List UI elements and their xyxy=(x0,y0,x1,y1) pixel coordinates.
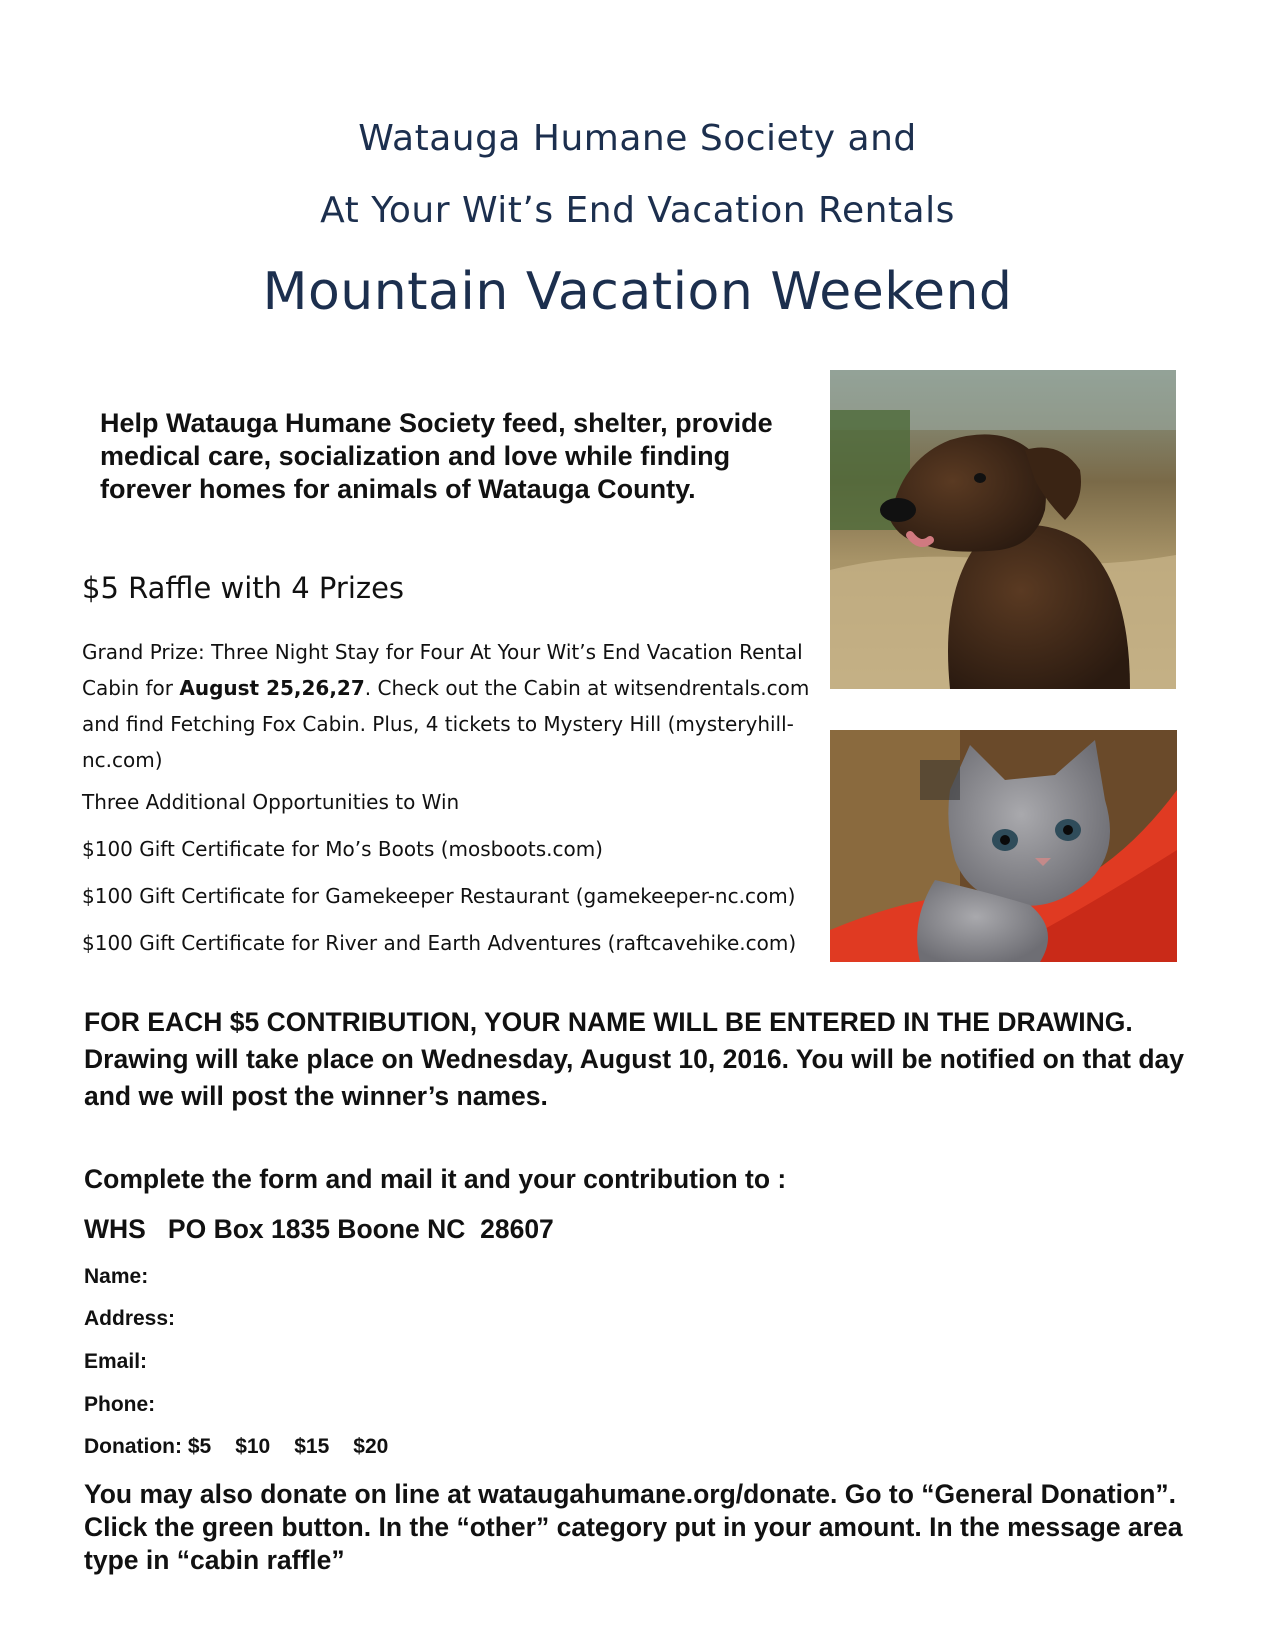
form-address-label: Address: xyxy=(84,1307,176,1330)
mailing-address: WHS PO Box 1835 Boone NC 28607 xyxy=(84,1214,554,1244)
donation-option: $15 xyxy=(294,1435,330,1458)
raffle-heading: $5 Raffle with 4 Prizes xyxy=(82,571,405,605)
grand-prize-text xyxy=(82,634,822,778)
donation-option: $20 xyxy=(353,1435,389,1458)
dog-photo xyxy=(830,370,1176,689)
prize-item: $100 Gift Certificate for Mo’s Boots (mosboots.com) xyxy=(82,837,603,861)
form-donation-label: Donation: xyxy=(84,1435,182,1458)
grand-prize-dates: August 25,26,27 xyxy=(179,676,365,700)
donation-option: $5 xyxy=(187,1435,212,1458)
online-donation-text: You may also donate on line at wataugahumane.org/donate. Go to “General Donation”. Click the green button. In the “other” category put in your amount. In the message area type in “cabin raffle” xyxy=(84,1479,1183,1575)
prize-item: $100 Gift Certificate for Gamekeeper Restaurant (gamekeeper-nc.com) xyxy=(82,884,796,908)
cat-photo xyxy=(830,730,1177,962)
intro-text: Help Watauga Humane Society feed, shelter, provide medical care, socialization and love while finding forever homes for animals of Watauga County. xyxy=(100,408,773,504)
form-phone-label: Phone: xyxy=(84,1393,156,1416)
form-donation-row xyxy=(84,1435,412,1459)
form-name-label: Name: xyxy=(84,1265,149,1288)
mail-instruction: Complete the form and mail it and your contribution to : xyxy=(84,1164,787,1194)
header-line-2: At Your Wit’s End Vacation Rentals xyxy=(320,190,955,231)
grand-prize-post: . Check out the Cabin at witsendrentals.com and find Fetching Fox Cabin. Plus, 4 tickets to Mystery Hill (mysteryhill-nc.com) xyxy=(82,676,810,772)
grand-prize-pre: Grand Prize: Three Night Stay for Four At Your Wit’s End Vacation Rental Cabin for xyxy=(82,640,803,700)
page-title: Mountain Vacation Weekend xyxy=(262,262,1013,322)
prize-item: $100 Gift Certificate for River and Earth Adventures (raftcavehike.com) xyxy=(82,931,797,955)
donation-option: $10 xyxy=(235,1435,271,1458)
contribution-notice: FOR EACH $5 CONTRIBUTION, YOUR NAME WILL BE ENTERED IN THE DRAWING. Drawing will take place on Wednesday, August 10, 2016. You will be notified on that day and we will post the winner’s names. xyxy=(84,1007,1184,1111)
form-email-label: Email: xyxy=(84,1350,148,1373)
additional-opportunities: Three Additional Opportunities to Win xyxy=(82,790,460,814)
header-line-1: Watauga Humane Society and xyxy=(358,118,917,159)
